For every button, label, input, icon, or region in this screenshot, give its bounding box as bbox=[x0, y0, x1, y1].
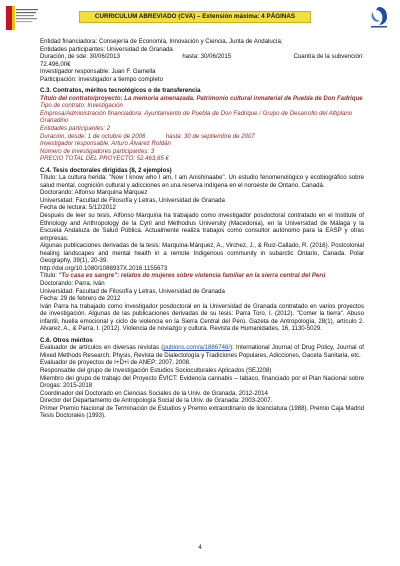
thesis1-title: Título: La cultura herida: "Now I know who I am, I am Anishinaabe". Un estudio fenomenológico y ecobiográfico sobre salud mental, cognición cultural y adicciones en una reserva indígena en el noroeste de Ontario, Canadá. bbox=[40, 174, 364, 189]
duration-to: hasta: 30/06/2015 bbox=[182, 53, 232, 61]
thesis2-university: Universidad: Facultad de Filosofía y Letras, Universidad de Granada bbox=[40, 287, 225, 295]
c6-reviewer-text-b: ): International Journal of Drug Policy, Journal of Mixed Methods Research, Physis, Revista de Dialectología y Tradiciones Populares, Adicciones, Gaceta Sanitaria, etc. bbox=[40, 344, 364, 359]
document-body bbox=[40, 38, 364, 420]
thesis1-doctorand: Doctorando: Alfonso Marquina Márquez bbox=[40, 189, 148, 197]
cva-header-title: CURRICULUM ABREVIADO (CVA) – Extensión máxima: 4 PÁGINAS bbox=[79, 11, 311, 23]
c3-num: Número de investigadores participantes: 3 bbox=[40, 147, 155, 155]
c3-ir: Investigador responsable: Arturo Álvarez Roldán bbox=[40, 140, 171, 148]
thesis2-title: "Tu casa es sangre": relatos de mujeres sobre violencia familiar en la sierra central del Perú bbox=[58, 272, 326, 280]
c6-group-line: Responsable del grupo de Investigación Estudios Socioculturales Aplicados (SEJ208) bbox=[40, 366, 272, 374]
c6-reviewer-text-a: Evaluador de artículos en diversas revistas ( bbox=[40, 344, 164, 352]
section-c3-heading: C.3. Contratos, méritos tecnológicos o de transferencia bbox=[40, 87, 201, 95]
ministry-logo bbox=[6, 6, 40, 30]
c3-entities: Entidades participantes: 2 bbox=[40, 125, 111, 133]
c6-anep-line: Evaluador de proyectos de I+D+i de ANEP: 2007, 2008. bbox=[40, 359, 191, 367]
c3-type: Tipo de contrato: Investigación bbox=[40, 102, 123, 110]
duration-row bbox=[40, 53, 364, 61]
thesis1-publications: Algunas publicaciones derivadas de la tesis: Marquina-Márquez, A., Virchez, J., & Ruiz-Callado, R. (2016). Postcolonial healing landscapes and mental health in a remote Indigenous community in subarctic Ontario, Canada. Polar Geography, 39(1), 20-39. bbox=[40, 242, 364, 265]
thesis1-date: Fecha de lectura: 5/12/2012 bbox=[40, 204, 116, 212]
c6-coordinator-line: Coordinador del Doctorado en Ciencias Sociales de la Univ. de Granada, 2012-2014 bbox=[40, 389, 268, 397]
c3-title: Título del contrato/proyecto: La memoria amenazada. Patrimonio cultural inmaterial de Puebla de Don Fadrique bbox=[40, 94, 363, 102]
amount-line: 72.496,00€ bbox=[40, 60, 71, 68]
page-number: 4 bbox=[198, 545, 202, 551]
financing-line: Entidad financiadora: Consejería de Economía, Innovación y Ciencia, Junta de Andalucía; bbox=[40, 38, 283, 45]
c3-duration-from: Duración, desde: 1 de octubre de 2006 bbox=[40, 132, 146, 140]
entities-line: Entidades participantes: Universidad de Granada bbox=[40, 45, 173, 53]
c6-awards-line: Primer Premio Nacional de Terminación de Estudios y Premio extraordinario de licenciatura (1988). Premio Caja Madrid Tesis Doctorales (1993). bbox=[40, 404, 364, 420]
thesis2-title-row bbox=[40, 272, 364, 280]
thesis1-description: Después de leer su tesis, Alfonso Marquina ha trabajado como investigador posdoctoral contratado en el Institute of Ethnology and Anthropology de la Cyril and Methodius University (Macedonia), en la Universidad de Málaga y la Escuela Andaluza de Salud Pública. Actualmente realiza trabajos como consultor autónomo para la EASP y otras empresas. bbox=[40, 212, 364, 242]
c3-duration-row bbox=[40, 133, 364, 141]
c3-financing: Empresa/Administración financiadora: Ayuntamiento de Puebla de Don Fadrique / Grupo de Desarrollo del Altiplano Granadino bbox=[40, 109, 353, 125]
c3-duration-to: hasta: 30 de septiembre de 2007 bbox=[165, 132, 255, 140]
duration-amount-label: Cuantía de la subvención: bbox=[293, 53, 364, 61]
thesis2-description: Iván Parra ha trabajado como investigador posdoctoral en la Universidad de Granada contratado en varios proyectos de investigación. Algunas de las publicaciones derivadas de su tesis: Parra Toro, I. (2012). "Comer la tierra". Abuso infantil, huella emocional y ciclo de violencia en la Sierra Central del Perú. Gazeta de Antropología, 28(1), artículo 2. Alvarez, A., & Parra, I. (2012). Violencia de noviazgo y cultura. Revista de Humanidades, 16, 1130-5029. bbox=[40, 302, 364, 333]
c6-director-line: Director del Departamento de Antropología Social de la Univ. de Granada: 2003-2007. bbox=[40, 397, 273, 405]
thesis1-doi: http://doi.org/10.1080/1088937X.2016.1155673 bbox=[40, 264, 168, 272]
c3-price: PRECIO TOTAL DEL PROYECTO: 52.463,65 € bbox=[40, 155, 169, 163]
c6-evict-line: Miembro del grupo de trabajo del Proyecto ÉVICT: Evidencia cannabis – tabaco, financiado por el Plan Nacional sobre Drogas: 2015-2018 bbox=[40, 374, 364, 390]
thesis1-university: Universidad: Facultad de Filosofía y Letras, Universidad de Granada bbox=[40, 196, 225, 204]
duration-from: Duración, de sde: 30/06/2013 bbox=[40, 53, 120, 61]
thesis2-title-label: Título: bbox=[40, 272, 57, 280]
thesis2-date: Fecha: 29 de febrero de 2012 bbox=[40, 295, 121, 303]
section-c6-heading: C.6. Otros méritos bbox=[40, 336, 93, 344]
section-c4-heading: C.4. Tesis doctorales dirigidas (8, 2 ejemplos) bbox=[40, 166, 172, 174]
publons-link[interactable]: publons.com/a/1886748/ bbox=[163, 344, 231, 352]
agency-logo bbox=[370, 6, 388, 30]
ir-line: Investigador responsable: Juan F. Gamella bbox=[40, 68, 156, 76]
participation-line: Participación: Investigador a tiempo completo bbox=[40, 75, 163, 83]
thesis2-doctorand: Doctorando: Parra, Iván bbox=[40, 279, 105, 287]
c6-reviewer-line bbox=[40, 344, 364, 359]
